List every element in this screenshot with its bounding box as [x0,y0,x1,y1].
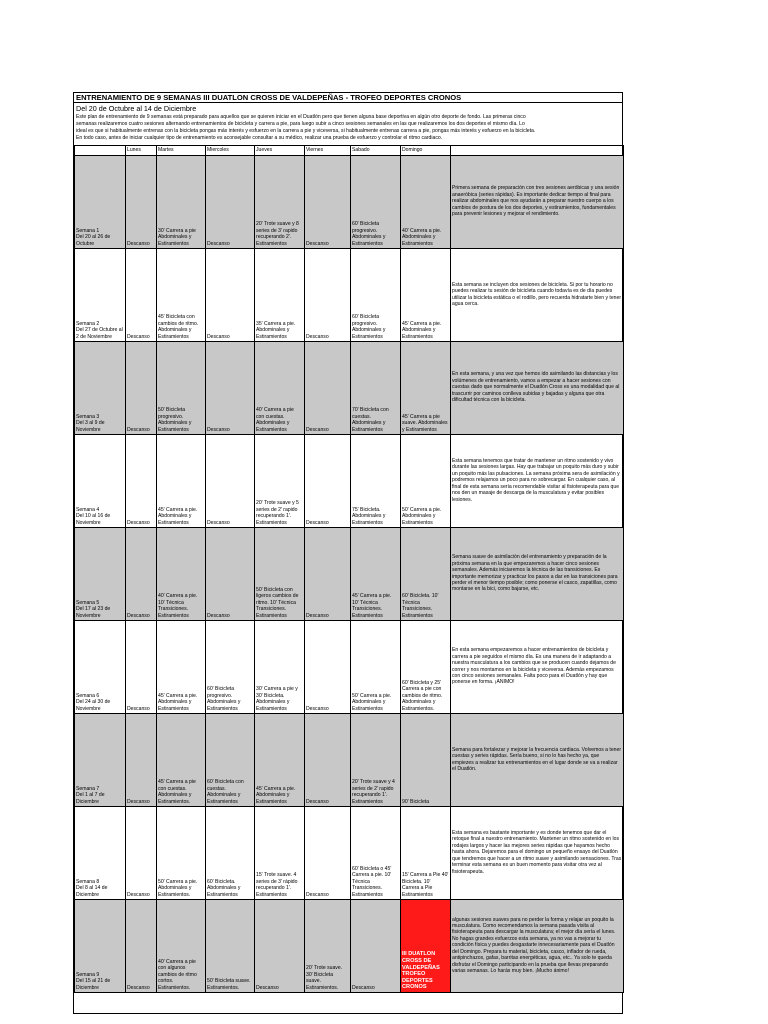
lunes-cell: Descanso [126,714,157,807]
intro-line: ideal es que si habitualmente entrenas con la bicicleta pongas más interés y esfuerzo en la carrera a pie y viceversa, si habitualmente entrenas carrera a pie, pongas más interés y esfuerzo en la bicicleta. [76,128,536,134]
martes-cell: 40' Carrera a pie. 10' Técnica Transiciones. Estiramientos [157,528,206,621]
notes-cell: Semana suave de asimilación del entrenamiento y preparación de la próxima semana en la que empezaremos a hacer cinco sesiones semanales. Además iniciaremos la técnica de las transiciones. Es importante memorizar y practicar los pasos a dar en las transiciones para perder el menor tiempo posible; como ponerse el casco, zapatillas, como montarse en la bici, como bajarse, etc. [451,528,624,621]
week-dates: Del 27 de Octubre al 2 de Noviembre [76,327,123,340]
viernes-cell: Descanso [305,435,351,528]
week-name: Semana 4 [76,506,100,513]
notes-cell: En esta semana empezaremos a hacer entrenamientos de bicicleta y carrera a pie seguidos el mismo día. Es una manera de ir adaptando a nuestra musculatura a los cambios que se producen cuando dejamos de correr y nos montamos en la bicicleta y viceversa. Además empezamos con cinco sesiones semanales. Falta poco para el Duatlón y hay que ponerse en forma. ¡ANIMO! [451,621,624,714]
column-header-notes [451,146,624,156]
week-name: Semana 1 [76,227,100,234]
week-name: Semana 7 [76,785,100,792]
race-day-cell: III DUATLON CROSS DE VALDEPEÑAS TROFEO DEPORTES CRONOS [401,900,451,993]
notes-cell: Esta semana se incluyen dos sesiones de bicicleta. Si por tu horario no puedes realizar tu sesión de bicicleta cuando todavía es de día puedes utilizar la bicicleta estática o el rodillo, pero recuerda hidratarte bien y tener agua cerca. [451,249,624,342]
miercoles-cell: Descanso [206,528,255,621]
week-label-cell [75,900,126,993]
sabado-cell: 50' Carrera a pie. Abdominales y Estiramientos [351,621,401,714]
viernes-cell: Descanso [305,156,351,249]
lunes-cell: Descanso [126,528,157,621]
martes-cell: 30' Carrera a pie Abdominales y Estiramientos [157,156,206,249]
domingo-cell: 90' Bicicleta [401,714,451,807]
week-name: Semana 3 [76,413,100,420]
miercoles-cell: Descanso [206,249,255,342]
viernes-cell: Descanso [305,528,351,621]
sabado-cell: 60' Bicicleta progresivo. Abdominales y Estiramientos [351,156,401,249]
miercoles-cell: 60' Bicicleta con cuestas. Abdominales y Estiramientos [206,714,255,807]
viernes-cell: Descanso [305,807,351,900]
training-table [74,145,624,993]
sabado-cell: 60' Bicicleta o 45' Carrera a pie. 10' Técnica Transiciones. Estiramientos [351,807,401,900]
week-row [75,435,624,528]
sabado-cell: Descanso [351,900,401,993]
column-header-viernes: Viernes [305,146,351,156]
lunes-cell: Descanso [126,621,157,714]
column-header-miercoles: Miercoles [206,146,255,156]
jueves-cell: 40' Carrera a pie con cuestas. Abdominales y Estiramientos [255,342,305,435]
sabado-cell: 45' Carrera a pie. 10' Técnica Transiciones. Estiramientos [351,528,401,621]
lunes-cell: Descanso [126,900,157,993]
week-name: Semana 2 [76,320,100,327]
viernes-cell: Descanso [305,714,351,807]
jueves-cell: 20' Trote suave y 5 series de 2' rapido recuperando 1'. Estiramientos [255,435,305,528]
week-dates: Del 8 al 14 de Diciembre [76,885,108,898]
jueves-cell: Descanso [255,900,305,993]
miercoles-cell: 60' Bicicleta progresivo. Abdominales y Estiramientos [206,621,255,714]
martes-cell: 40' Carrera a pie con algunos cambios de ritmo cortos. Estiramientos. [157,900,206,993]
miercoles-cell: Descanso [206,342,255,435]
martes-cell: 45' Carrera a pie con cuestas. Abdominales y Estiramientos. [157,714,206,807]
week-label-cell [75,249,126,342]
miercoles-cell: 50' Bicicleta suave. Estiramientos. [206,900,255,993]
week-label-cell [75,621,126,714]
week-name: Semana 5 [76,599,100,606]
week-label-cell [75,807,126,900]
martes-cell: 45' Carrera a pie. Abdominales y Estiramientos [157,621,206,714]
miercoles-cell: Descanso [206,156,255,249]
domingo-cell: 15' Carrera a Pie 40' Bicicleta. 10' Carrera a Pie Estiramientos [401,807,451,900]
intro-line: semanas realizaremos cuatro sesiones alternando entrenamientos de bicicleta y carrera a pie, para luego subir a cinco sesiones semanales en las que realizaremos los dos deportes el mismo día. Lo [76,121,525,127]
martes-cell: 45' Carrera a pie. Abdominales y Estiramientos [157,435,206,528]
domingo-cell: 40' Carrera a pie. Abdominales y Estiramientos [401,156,451,249]
jueves-cell: 45' Carrera a pie. Abdominales y Estiramientos [255,714,305,807]
martes-cell: 50' Carrera a pie. Abdominales y Estiramientos. [157,807,206,900]
date-range: Del 20 de Octubre al 14 de Diciembre [76,104,197,113]
column-header-martes: Martes [157,146,206,156]
week-label-cell [75,342,126,435]
viernes-cell: Descanso [305,342,351,435]
sabado-cell: 70' Bicicleta con cuestas. Abdominales y Estiramientos [351,342,401,435]
sabado-cell: 60' Bicicleta progresivo. Abdominales y Estiramientos [351,249,401,342]
lunes-cell: Descanso [126,249,157,342]
week-dates: Del 24 al 30 de Noviembre [76,699,111,712]
week-row [75,342,624,435]
week-dates: Del 3 al 9 de Noviembre [76,420,105,433]
week-row [75,807,624,900]
week-row [75,714,624,807]
domingo-cell: 60' Bicicleta y 25' Carrera a pie con cambios de ritmo. Abdominales y Estiramientos. [401,621,451,714]
intro-line: Este plan de entrenamiento de 9 semanas está preparado para aquellos que se quieren iniciar en el Duatlón pero que tienen alguna base deportiva en algún otro deporte de fondo. Las primeras cinco [76,114,526,120]
week-name: Semana 6 [76,692,100,699]
week-dates: Del 20 al 26 de Octubre [76,234,111,247]
column-header-sabado: Sabado [351,146,401,156]
week-label-cell [75,156,126,249]
notes-cell: Esta semana tenemos que tratar de mantener un ritmo sostenido y vivo durante las sesiones largas. Hay que trabajar un poquito más duro y subir un poquito más las pulsaciones. La semana próxima sera de asimilación y podremos relajarnos un poco para no sobrecargar. En cualquier caso, al final de esta semana sería recomendable visitar al fisioterapeuta para que nos den un masaje de descarga de la musculatura y evitar posibles lesiones. [451,435,624,528]
viernes-cell: 20' Trote suave. 30' Bicicleta suave. Estiramientos. [305,900,351,993]
notes-cell: En esta semana, y una vez que hemos ido asimilando las distancias y los volúmenes de entrenamiento, vamos a empezar a hacer sesiones con cuestas dado que normalmente el Duatlón Cross es una modalidad que al trascurrir por caminos conlleva subidas y bajadas y alguna que otra dificultad técnica con la bicicleta. [451,342,624,435]
sabado-cell: 20' Trote suave y 4 series de 2' rapido recuperando 1'. Estiramientos [351,714,401,807]
week-row [75,249,624,342]
martes-cell: 45' Bicicleta con cambios de ritmo. Abdominales y Estiramientos [157,249,206,342]
miercoles-cell: Descanso [206,435,255,528]
notes-cell: Esta semana es bastante importante y es donde tenemos que dar el retoque final a nuestro entrenamiento. Mantener un ritmo sostenido en los rodajes largos y hacer las mejores series rápidas que hayamos hecho hasta ahora. Dejaremos para el domingo un pequeño ensayo del Duatlón que tendremos que hacer a un ritmo suave y asimilando sensaciones. Tras terminar esta semana es un buen momento para visitar otra vez al fisioterapeuta. [451,807,624,900]
column-header [75,146,126,156]
viernes-cell: Descanso [305,621,351,714]
week-label-cell [75,714,126,807]
week-label-cell [75,528,126,621]
viernes-cell: Descanso [305,249,351,342]
page-title: ENTRENAMIENTO DE 9 SEMANAS III DUATLON CROSS DE VALDEPEÑAS - TROFEO DEPORTES CRONOS [74,93,622,103]
notes-cell: Primera semana de preparación con tres sesiones aeróbicas y una sesión anaeróbica (series rápidas). Es importante dedicar tiempo al final para realizar abdominales que nos ayudarán a preparar nuestro cuerpo a los cambios de postura de los dos deportes, y estiramientos, fundamentales para prevenir lesiones y mejorar el rendimiento. [451,156,624,249]
column-header-lunes: Lunes [126,146,157,156]
week-name: Semana 8 [76,878,100,885]
lunes-cell: Descanso [126,435,157,528]
week-name: Semana 9 [76,971,100,978]
jueves-cell: 20' Trote suave y 8 series de 3' rapido recuperando 2'. Estiramientos [255,156,305,249]
notes-cell: algunas sesiones suaves para no perder la forma y relajar un poquito la musculatura. Como recomendamos la semana pasada visita al fisioterapeuta para descargar la musculatura; el mejor día sería el lunes. No hagas grandes esfuerzos esta semana, ya no vas a mejorar tu condición física y puedes desgastarte innecesariamente para el Duatlón del Domingo. Prepara tu material, bicicleta, casco, inflador de rueda, antipinchazos, gafas, barritas energéticas, agua, etc.. Ya solo te queda disfrutar el Domingo participando en la prueba que llevas preparando varias semanas. Lo harás muy bien. ¡Mucho ánimo! [451,900,624,993]
domingo-cell: 45' Carrera a pie. Abdominales y Estiramientos [401,249,451,342]
domingo-cell: 60' Bicicleta. 10' Técnica Transiciones. Estiramientos [401,528,451,621]
lunes-cell: Descanso [126,156,157,249]
week-dates: Del 15 al 21 de Diciembre [76,978,111,991]
sabado-cell: 75' Bicicleta. Abdominales y Estiramientos [351,435,401,528]
week-label-cell [75,435,126,528]
jueves-cell: 15' Trote suave. 4 series de 3' rápido recuperando 1'. Estiramientos [255,807,305,900]
jueves-cell: 35' Carrera a pie. Abdominales y Estiramientos [255,249,305,342]
week-dates: Del 17 al 23 de Noviembre [76,606,111,619]
lunes-cell: Descanso [126,342,157,435]
training-sheet [73,92,623,1014]
intro-line: En todo caso, antes de iniciar cualquier tipo de entrenamiento es aconsejable consultar a su médico, realizar una prueba de esfuerzo y controlar el ritmo cardiaco. [76,135,443,141]
domingo-cell: 45' Carrera a pie suave. Abdominales y Estiramientos [401,342,451,435]
lunes-cell: Descanso [126,807,157,900]
miercoles-cell: 60' Bicicleta. Abdominales y Estiramientos [206,807,255,900]
jueves-cell: 30' Carrera a pie y 30' Bicicleta. Abdominales y Estiramientos [255,621,305,714]
column-header-domingo: Domingo [401,146,451,156]
martes-cell: 50' Bicicleta progresivo. Abdominales y Estiramientos [157,342,206,435]
column-header-jueves: Jueves [255,146,305,156]
week-dates: Del 1 al 7 de Diciembre [76,792,105,805]
week-row [75,156,624,249]
domingo-cell: 50' Carrera a pie. Abdominales y Estiramientos [401,435,451,528]
notes-cell: Semana para fortalezar y mejorar la frecuencia cardiaca. Volvemos a tener cuestas y series rápidas. Sería bueno, si no lo has hecho ya, que empiezes a realizar tus entrenamientos en el lugar donde se va a realizar el Duatlón. [451,714,624,807]
week-dates: Del 10 al 16 de Noviembre [76,513,111,526]
jueves-cell: 50' Bicicleta con ligeros cambios de ritmo. 10' Técnica Transiciones. Estiramientos [255,528,305,621]
week-row [75,900,624,993]
header-row [75,146,624,156]
intro-paragraph [74,114,622,144]
week-row [75,528,624,621]
week-row [75,621,624,714]
